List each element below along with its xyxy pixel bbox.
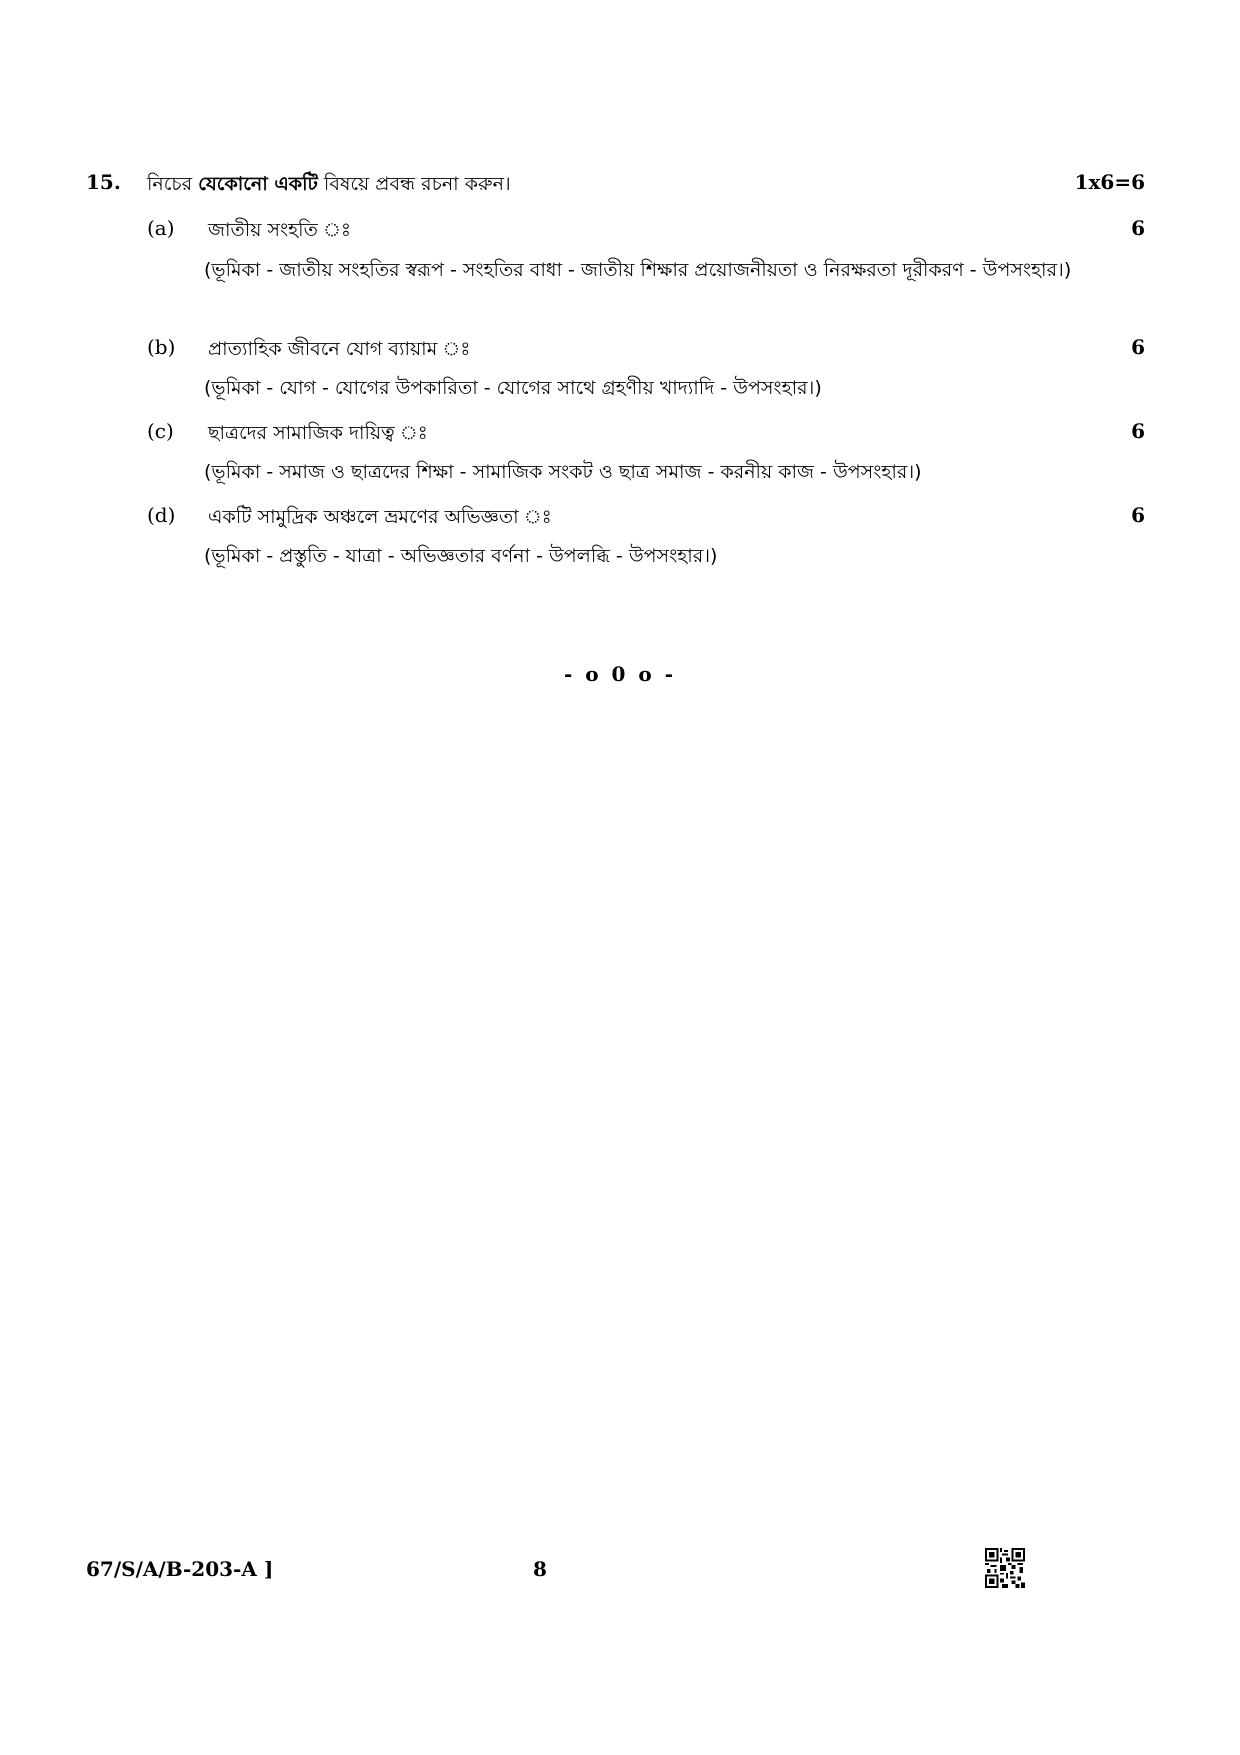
question-text-post: বিষয়ে প্রবন্ধ রচনা করুন। (317, 173, 511, 195)
option-title-a: জাতীয় সংহতি ঃ (208, 219, 352, 241)
qr-code-icon (985, 1548, 1025, 1588)
question-text (147, 170, 511, 202)
end-of-paper-mark: - o 0 o - (563, 662, 677, 686)
option-marks-a: 6 (1131, 216, 1145, 240)
question-text-pre: নিচের (147, 173, 199, 195)
option-marks-c: 6 (1131, 419, 1145, 443)
page-number: 8 (533, 1557, 547, 1581)
option-label-a: (a) (147, 216, 175, 240)
question-text-bold: যেকোনো একটি (198, 173, 318, 195)
option-marks-b: 6 (1131, 335, 1145, 359)
option-title-c: ছাত্রদের সামাজিক দায়িত্ব ঃ (208, 422, 428, 444)
question-marks: 1x6=6 (1074, 170, 1145, 194)
option-label-b: (b) (147, 335, 176, 359)
option-title-b: প্রাত্যাহিক জীবনে যোগ ব্যায়াম ঃ (208, 338, 471, 360)
option-desc-a: (ভূমিকা - জাতীয় সংহতির স্বরূপ - সংহতির বাধা - জাতীয় শিক্ষার প্রয়োজনীয়তা ও নিরক্ষরতা দূরীকরণ - উপসংহার।) (204, 259, 1072, 281)
option-label-c: (c) (147, 419, 174, 443)
paper-code: 67/S/A/B-203-A ] (86, 1557, 274, 1581)
question-number: 15. (86, 170, 121, 194)
option-desc-c: (ভূমিকা - সমাজ ও ছাত্রদের শিক্ষা - সামাজিক সংকট ও ছাত্র সমাজ - করনীয় কাজ - উপসংহার।) (204, 461, 922, 483)
option-desc-d: (ভূমিকা - প্রস্তুতি - যাত্রা - অভিজ্ঞতার বর্ণনা - উপলব্ধি - উপসংহার।) (204, 545, 718, 567)
option-marks-d: 6 (1131, 503, 1145, 527)
option-desc-b: (ভূমিকা - যোগ - যোগের উপকারিতা - যোগের সাথে গ্রহণীয় খাদ্যাদি - উপসংহার।) (204, 377, 822, 399)
option-title-d: একটি সামুদ্রিক অঞ্চলে ভ্রমণের অভিজ্ঞতা ঃ (208, 506, 552, 528)
option-label-d: (d) (147, 503, 176, 527)
